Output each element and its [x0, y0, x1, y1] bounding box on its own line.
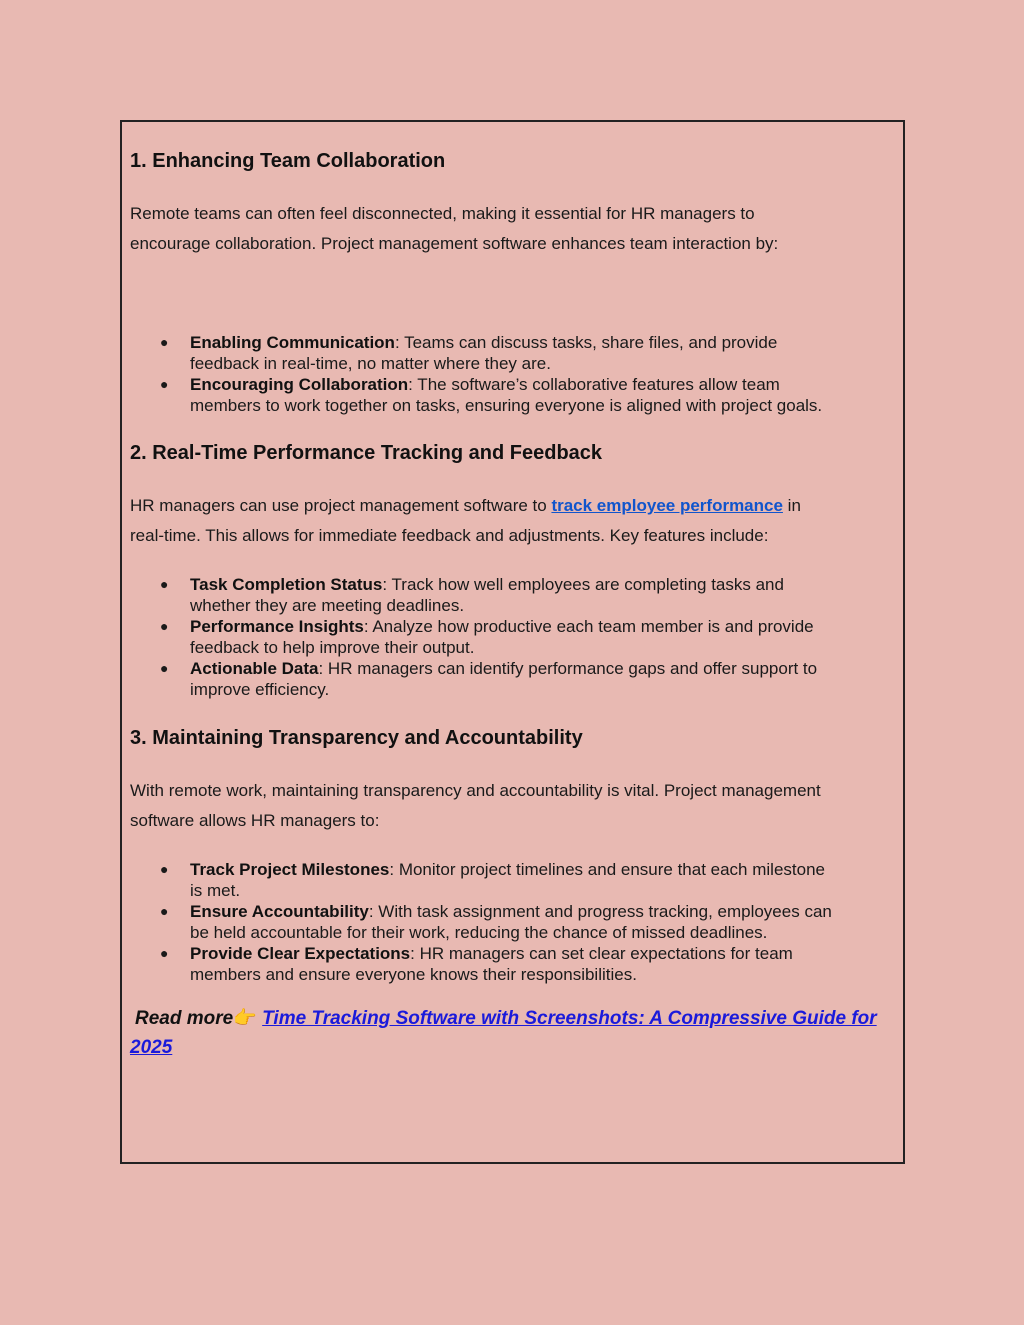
- list-item: [130, 658, 890, 700]
- bullet-text: : Analyze how productive each team member is and provide: [363, 617, 814, 636]
- bullet-list-performance: [130, 574, 890, 700]
- section-heading-transparency: 3. Maintaining Transparency and Accountability: [130, 727, 583, 749]
- bullet-term: Actionable Data: [190, 659, 319, 678]
- bullet-term: Ensure Accountability: [190, 902, 369, 921]
- bullet-term: Task Completion Status: [190, 575, 383, 594]
- bullet-text: members to work together on tasks, ensuring everyone is aligned with project goals.: [190, 396, 823, 415]
- read-more-link-text: 2025: [130, 1037, 173, 1058]
- list-item: [130, 859, 890, 901]
- bullet-icon: ●: [160, 903, 169, 919]
- bullet-term: Track Project Milestones: [190, 860, 390, 879]
- bullet-list-transparency: [130, 859, 890, 985]
- read-more: [130, 1004, 890, 1062]
- intro-line: software allows HR managers to:: [130, 811, 380, 830]
- section-intro-collaboration: [130, 199, 890, 259]
- list-item: [130, 901, 890, 943]
- bullet-text: is met.: [190, 881, 241, 900]
- bullet-text: : Teams can discuss tasks, share files, and provide: [394, 333, 778, 352]
- section-intro-transparency: [130, 776, 890, 836]
- bullet-text: whether they are meeting deadlines.: [190, 596, 465, 615]
- list-item: [130, 574, 890, 616]
- content-frame: [120, 120, 905, 1164]
- bullet-text: : With task assignment and progress tracking, employees can: [368, 902, 832, 921]
- list-item: [130, 943, 890, 985]
- read-more-link-text: Time Tracking Software with Screenshots: A Compressive Guide for: [262, 1008, 877, 1029]
- bullet-text: : The software’s collaborative features allow team: [408, 375, 780, 394]
- intro-line: encourage collaboration. Project management software enhances team interaction by:: [130, 234, 779, 253]
- track-performance-link[interactable]: track employee performance: [551, 496, 783, 515]
- list-item: [130, 616, 890, 658]
- intro-text: in: [782, 496, 801, 515]
- read-more-label: Read more: [135, 1008, 234, 1029]
- bullet-icon: ●: [160, 576, 169, 592]
- bullet-term: Performance Insights: [190, 617, 364, 636]
- section-heading-performance: 2. Real-Time Performance Tracking and Feedback: [130, 442, 603, 464]
- bullet-term: Provide Clear Expectations: [190, 944, 411, 963]
- intro-line: With remote work, maintaining transparency and accountability is vital. Project management: [130, 781, 821, 800]
- bullet-term: Encouraging Collaboration: [190, 375, 409, 394]
- section-intro-performance: [130, 491, 890, 551]
- bullet-icon: ●: [160, 861, 169, 877]
- bullet-icon: ●: [160, 945, 169, 961]
- bullet-text: be held accountable for their work, reducing the chance of missed deadlines.: [190, 923, 768, 942]
- bullet-text: : Monitor project timelines and ensure that each milestone: [389, 860, 825, 879]
- bullet-text: : Track how well employees are completing tasks and: [382, 575, 784, 594]
- bullet-text: feedback in real-time, no matter where they are.: [190, 354, 551, 373]
- bullet-text: improve efficiency.: [190, 680, 330, 699]
- bullet-term: Enabling Communication: [190, 333, 395, 352]
- pointing-finger-icon: 👉: [233, 1008, 257, 1029]
- bullet-icon: ●: [160, 660, 169, 676]
- intro-line: Remote teams can often feel disconnected, making it essential for HR managers to: [130, 204, 755, 223]
- list-item: [130, 332, 890, 374]
- bullet-text: feedback to help improve their output.: [190, 638, 475, 657]
- section-heading-collaboration: 1. Enhancing Team Collaboration: [130, 150, 446, 172]
- bullet-list-collaboration: [130, 332, 890, 416]
- intro-line: real-time. This allows for immediate feedback and adjustments. Key features include:: [130, 526, 769, 545]
- list-item: [130, 374, 890, 416]
- bullet-text: members and ensure everyone knows their responsibilities.: [190, 965, 637, 984]
- bullet-icon: ●: [160, 334, 169, 350]
- bullet-icon: ●: [160, 376, 169, 392]
- bullet-icon: ●: [160, 618, 169, 634]
- intro-text: HR managers can use project management software to: [130, 496, 552, 515]
- bullet-text: : HR managers can identify performance gaps and offer support to: [318, 659, 818, 678]
- bullet-text: : HR managers can set clear expectations for team: [410, 944, 793, 963]
